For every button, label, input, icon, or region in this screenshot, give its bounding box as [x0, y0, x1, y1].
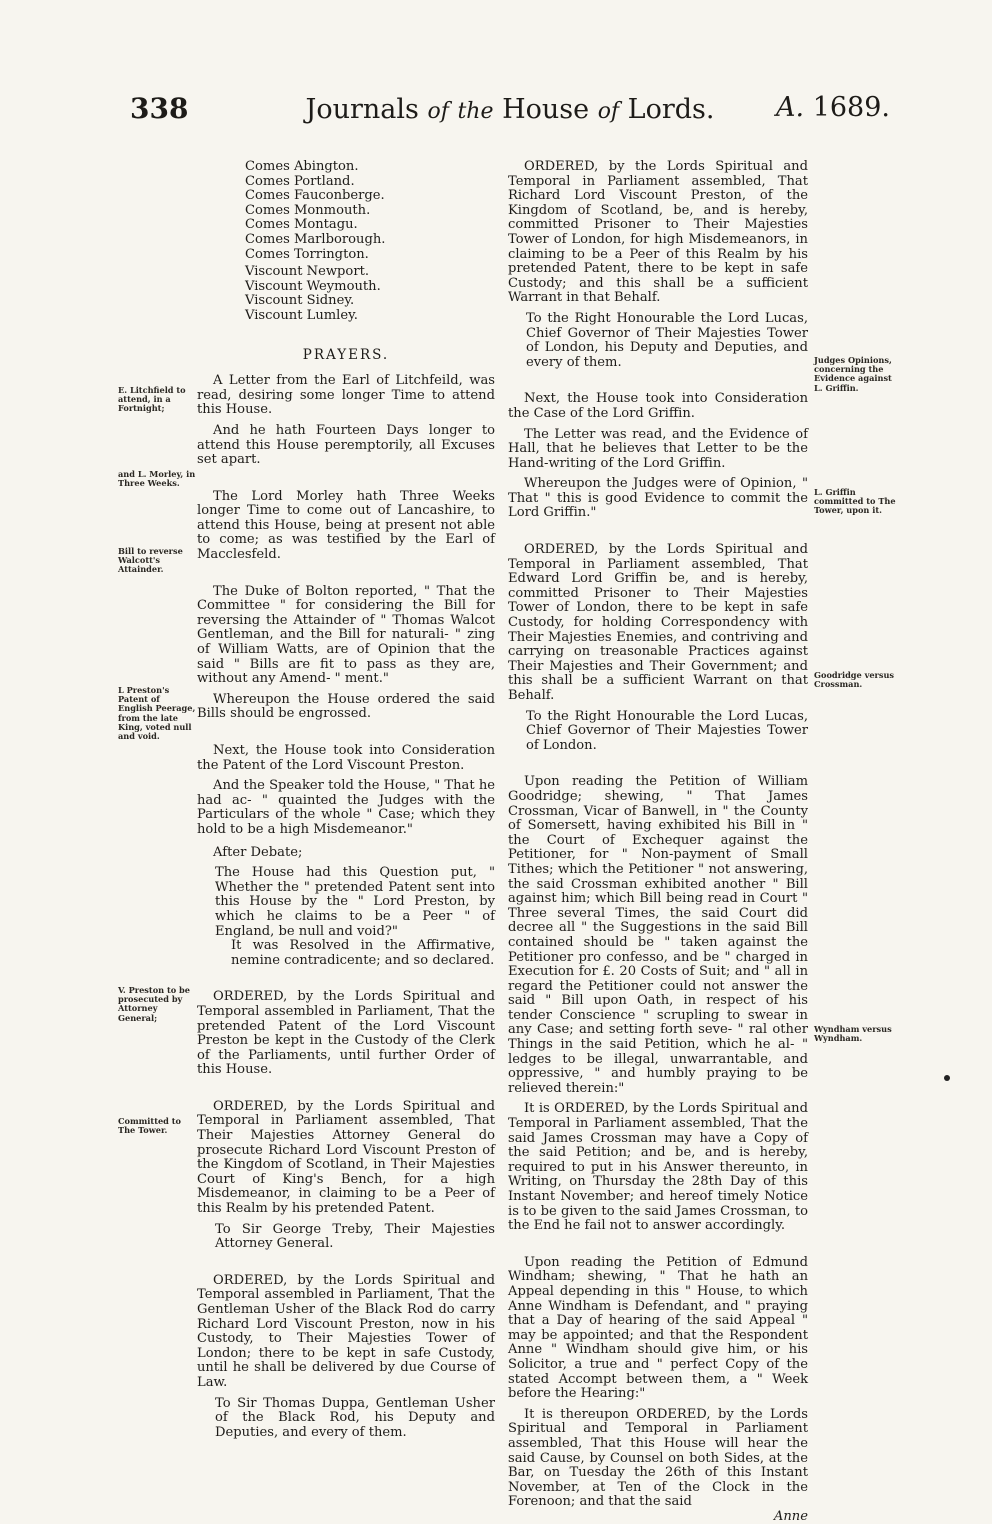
peer-entry: Comes Montagu.	[245, 217, 358, 233]
peer-entry: Comes Portland.	[245, 173, 355, 189]
left-column	[197, 160, 495, 1440]
margin-note: Judges Opinions, concerning the Evidence against L. Griffin.	[814, 355, 892, 393]
peer-entry: Comes Abington.	[245, 159, 359, 174]
running-title: Journals of the House of Lords.	[305, 94, 715, 125]
paragraph: Whereupon the Judges were of Opinion, " That " this is good Evidence to commit the Lord Griffin."	[508, 476, 808, 521]
page-number: 338	[130, 92, 189, 125]
peer-entry: Viscount Newport.	[245, 264, 370, 280]
paragraph: Whereupon the House ordered the said Bills should be engrossed.	[197, 691, 495, 722]
margin-note: L Preston's Patent of English Peerage, from the late King, voted null and void.	[118, 685, 196, 742]
petition-paragraph: Upon reading the Petition of William Goodridge; shewing, " That James Crossman, Vicar of Banwell, in " the County of Somersett, having exhibited his Bill in " the Court of Exchequer against the Petitioner, for " Non-payment of Small Tithes; which the Petitioner " not answering, the said Crossman exhibited another " Bill against him; which Bill being read in Court " Three several Times, the said Court did decree all " the Suggestions in the said Bill contained should be " taken against the Petitioner pro confesso, and be " charged in Execution for £. 20 Costs of Suit; and " all in regard the Petitioner could not answer the said " Bill upon Oath, in respect of his tender Conscience " scrupling to swear in any Case; and setting forth seve- " ral other Things in the said Petition, which he al- " ledges to be illegal, unwarrantable, and oppressive, " and humbly praying to be relieved therein:"	[508, 774, 808, 1096]
order-paragraph: ORDERED, by the Lords Spiritual and Temporal assembled in Parliament, That the pretended Patent of the Lord Viscount Preston be kept in the Custody of the Clerk of the Parliaments, until further Order of this House.	[197, 989, 495, 1078]
margin-note: and L. Morley, in Three Weeks.	[118, 469, 196, 489]
paragraph: The Letter was read, and the Evidence of Hall, that he believes that Letter to be the Hand-writing of the Lord Griffin.	[508, 426, 808, 471]
peer-entry: Viscount Lumley.	[245, 307, 358, 323]
page-year: A. 1689.	[776, 92, 890, 123]
ink-mark	[944, 1075, 950, 1081]
peer-entry: Viscount Sidney.	[245, 293, 355, 309]
peer-entry: Comes Torrington.	[245, 246, 369, 262]
paragraph: And he hath Fourteen Days longer to attend this House peremptorily, all Excuses set apart.	[197, 422, 495, 468]
petition-paragraph: Upon reading the Petition of Edmund Windham; shewing, " That he hath an Appeal depending in this " House, to which Anne Windham is Defendant, and " praying that a Day of hearing of the said Appeal " may be appointed; and that the Respondent Anne " Windham should give him, or his Solicitor, a true and " perfect Copy of the stated Accompt between them, a " Week before the Hearing:"	[508, 1254, 808, 1402]
paragraph: A Letter from the Earl of Litchfeild, was read, desiring some longer Time to attend this House.	[197, 373, 495, 418]
peer-entry: Comes Marlborough.	[245, 231, 386, 247]
catchword: Anne	[773, 1508, 808, 1524]
paragraph: Next, the House took into Consideration the Patent of the Lord Viscount Preston.	[197, 743, 495, 773]
peer-entry: Comes Monmouth.	[245, 202, 371, 218]
order-paragraph: ORDERED, by the Lords Spiritual and Temporal in Parliament assembled, That Edward Lord Griffin be, and is hereby, committed Prisoner to Their Majesties Tower of London, there to be kept in safe Custody, for holding Correspondency with Their Majesties Enemies, and contriving and carrying on treasonable Practices against Their Majesties and Their Government; and this shall be a sufficient Warrant on that Behalf.	[508, 542, 808, 703]
paragraph: The House had this Question put, " Whether the " pretended Patent sent into this House by the " Lord Preston, by which he claims to be a Peer " of England, be null and void?"	[215, 865, 495, 939]
section-heading: PRAYERS.	[302, 346, 390, 363]
margin-note: V. Preston to be prosecuted by Attorney General;	[118, 985, 190, 1023]
margin-note: E. Litchfield to attend, in a Fortnight;	[118, 385, 186, 414]
address-line: To the Right Honourable the Lord Lucas, Chief Governor of Their Majesties Tower of London, his Deputy and Deputies, and every of them.	[526, 310, 808, 370]
order-paragraph: It is ORDERED, by the Lords Spiritual and Temporal in Parliament assembled, That the said James Crossman may have a Copy of the said Petition; and be, and is hereby, required to put in his Answer thereunto, in Writing, on Thursday the 28th Day of this Instant November; and hereof timely Notice is to be given to the said James Crossman, to the End he fail not to answer accordingly.	[508, 1101, 808, 1234]
margin-note: Bill to reverse Walcott's Attainder.	[118, 546, 183, 575]
order-paragraph: ORDERED, by the Lords Spiritual and Temporal in Parliament assembled, That Richard Lord Viscount Preston, of the Kingdom of Scotland, be, and is hereby, committed Prisoner to Their Majesties Tower of London, for high Misdemeanors, in claiming to be a Peer of this Realm by his pretended Patent, there to be kept in safe Custody; and this shall be a sufficient Warrant in that Behalf.	[508, 159, 808, 306]
paragraph: After Debate;	[213, 844, 303, 860]
peer-entry: Comes Fauconberge.	[245, 188, 385, 204]
right-column	[508, 160, 808, 1524]
address-line: To Sir Thomas Duppa, Gentleman Usher of the Black Rod, his Deputy and Deputies, and every of them.	[215, 1395, 495, 1440]
margin-note: Wyndham versus Wyndham.	[814, 1024, 892, 1044]
page-header	[130, 92, 890, 132]
paragraph: The Duke of Bolton reported, " That the Committee " for considering the Bill for reversing the Attainder of " Thomas Walcot Gentleman, and the Bill for naturali- " zing of William Watts, are of Opinion that the said " Bills are fit to pass as they are, without any Amend- " ment."	[197, 583, 495, 687]
paragraph: Next, the House took into Consideration the Case of the Lord Griffin.	[508, 391, 808, 421]
order-paragraph: ORDERED, by the Lords Spiritual and Temporal assembled in Parliament, That the Gentleman Usher of the Black Rod do carry Richard Lord Viscount Preston, now in his Custody, to Their Majesties Tower of London; there to be kept in safe Custody, until he shall be delivered by due Course of Law.	[197, 1272, 495, 1390]
paragraph: It was Resolved in the Affirmative, nemine contradicente; and so declared.	[231, 938, 495, 968]
margin-note: L. Griffin committed to The Tower, upon it.	[814, 487, 896, 516]
margin-note: Committed to The Tower.	[118, 1116, 182, 1136]
order-paragraph: ORDERED, by the Lords Spiritual and Temporal in Parliament assembled, That Their Majesties Attorney General do prosecute Richard Lord Viscount Preston of the Kingdom of Scotland, in Their Majesties Court of King's Bench, for a high Misdemeanor, in claiming to be a Peer of this Realm by his pretended Patent.	[197, 1098, 495, 1217]
order-paragraph: It is thereupon ORDERED, by the Lords Spiritual and Temporal in Parliament assembled, That this House will hear the said Cause, by Counsel on both Sides, at the Bar, on Tuesday the 26th of this Instant November, at Ten of the Clock in the Forenoon; and that the said	[508, 1406, 808, 1510]
peer-entry: Viscount Weymouth.	[245, 278, 381, 294]
paragraph: And the Speaker told the House, " That he had ac- " quainted the Judges with the Particulars of the whole " Case; which they hold to be a high Misdemeanor."	[197, 778, 495, 837]
peer-list	[197, 160, 495, 324]
margin-note: Goodridge versus Crossman.	[814, 670, 895, 690]
address-line: To Sir George Treby, Their Majesties Attorney General.	[215, 1221, 495, 1252]
address-line: To the Right Honourable the Lord Lucas, Chief Governor of Their Majesties Tower of London.	[526, 708, 808, 753]
paragraph: The Lord Morley hath Three Weeks longer Time to come out of Lancashire, to attend this House, being at present not able to come; as was testified by the Earl of Macclesfeld.	[197, 488, 495, 563]
